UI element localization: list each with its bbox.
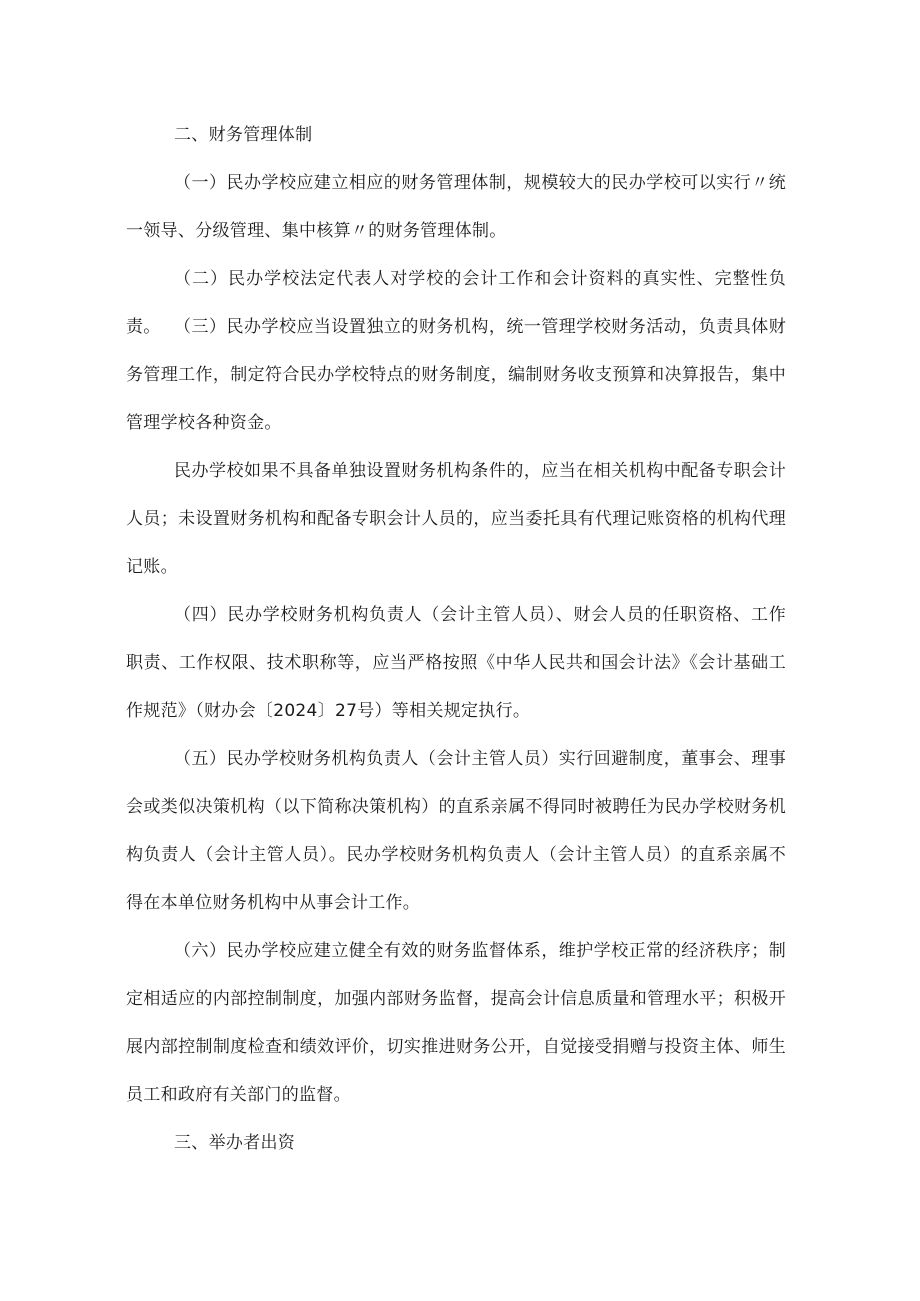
paragraph-3: （三）民办学校应当设置独立的财务机构，统一管理学校财务活动，负责具体财务管理工作，制定符合民办学校特点的财务制度，编制财务收支预算和决算报告，集中管理学校各种资金。 (126, 317, 786, 433)
paragraph-6: （五）民办学校财务机构负责人（会计主管人员）实行回避制度，董事会、理事会或类似决策机构（以下简称决策机构）的直系亲属不得同时被聘任为民办学校财务机构负责人（会计主管人员）。民办学校财务机构负责人（会计主管人员）的直系亲属不得在本单位财务机构中从事会计工作。 (126, 749, 786, 913)
paragraph-7: （六）民办学校应建立健全有效的财务监督体系，维护学校正常的经济秩序；制定相适应的内部控制制度，加强内部财务监督，提高会计信息质量和管理水平；积极开展内部控制制度检查和绩效评价，切实推进财务公开，自觉接受捐赠与投资主体、师生员工和政府有关部门的监督。 (126, 941, 786, 1105)
paragraph-5: （四）民办学校财务机构负责人（会计主管人员）、财会人员的任职资格、工作职责、工作权限、技术职称等，应当严格按照《中华人民共和国会计法》《会计基础工作规范》（财办会〔2024〕27号）等相关规定执行。 (126, 605, 786, 721)
section-heading-sponsor-contribution: 三、举办者出资 (174, 1133, 296, 1153)
paragraph-2: （二）民办学校法定代表人对学校的会计工作和会计资料的真实性、完整性负责。 (126, 269, 786, 337)
paragraph-1: （一）民办学校应建立相应的财务管理体制，规模较大的民办学校可以实行〃统一领导、分级管理、集中核算〃的财务管理体制。 (126, 173, 786, 241)
paragraph-4: 民办学校如果不具备单独设置财务机构条件的，应当在相关机构中配备专职会计人员；未设置财务机构和配备专职会计人员的，应当委托具有代理记账资格的机构代理记账。 (126, 461, 786, 577)
section-heading-financial-management-system: 二、财务管理体制 (174, 125, 313, 145)
